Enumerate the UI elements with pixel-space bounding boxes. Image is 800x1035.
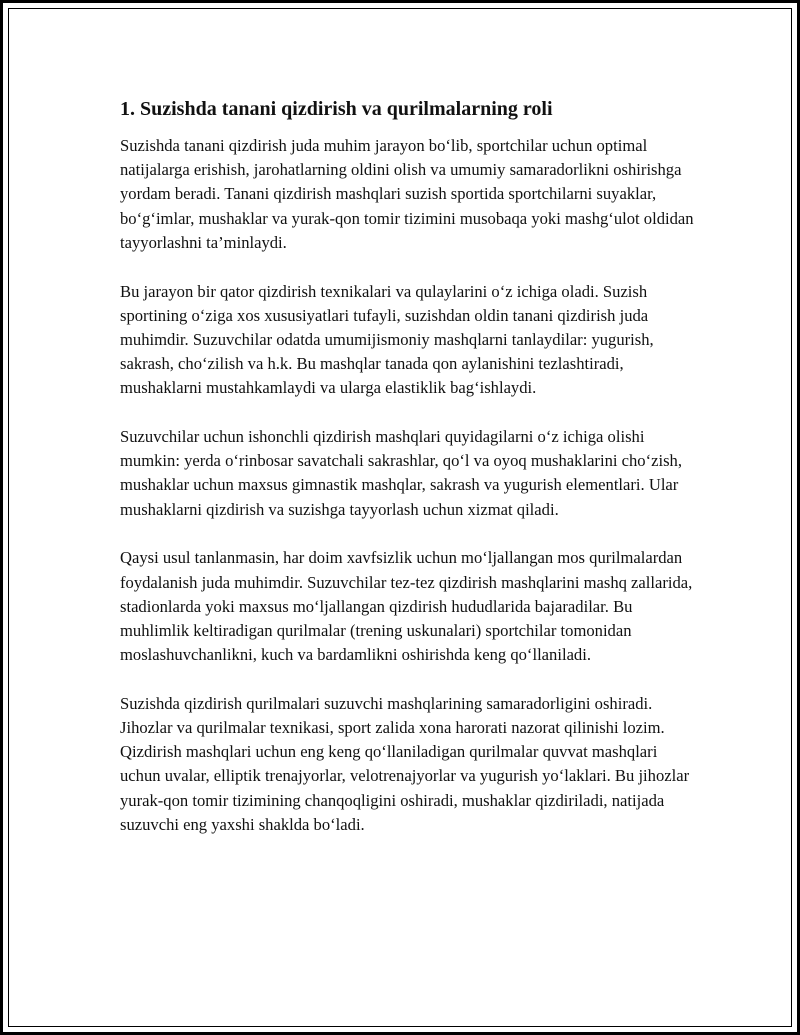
paragraph-2: Bu jarayon bir qator qizdirish texnikalari va qulaylarini o‘z ichiga oladi. Suzish sportining o‘ziga xos xususiyatlari tufayli, suzishdan oldin tanani qizdirish juda muhimdir. Suzuvchilar odatda umumijismoniy mashqlarni tanlaydilar: yugurish, sakrash, cho‘zilish va h.k. Bu mashqlar tanada qon aylanishini tezlashtiradi, mushaklarni mustahkamlaydi va ularga elastiklik bag‘ishlaydi. (120, 281, 654, 398)
document-body (120, 96, 700, 862)
paragraph-5: Suzishda qizdirish qurilmalari suzuvchi mashqlarining samaradorligini oshiradi. Jihozlar va qurilmalar texnikasi, sport zalida xona harorati nazorat qilinishi lozim. Qizdirish mashqlari uchun eng keng qo‘llaniladigan qurilmalar quvvat mashqlari uchun uvalar, elliptik trenajyorlar, velotrenajyorlar va yugurish yo‘laklari. Bu jihozlar yurak-qon tomir tizimining chanqoqligini oshiradi, mushaklar qizdiriladi, natijada suzuvchi eng yaxshi shaklda bo‘ladi. (120, 693, 690, 834)
paragraph-1: Suzishda tanani qizdirish juda muhim jarayon bo‘lib, sportchilar uchun optimal natijalarga erishish, jarohatlarning oldini olish va umumiy samaradorlikni oshirishga yordam beradi. Tanani qizdirish mashqlari suzish sportida sportchilarni suyaklar, bo‘g‘imlar, mushaklar va yurak-qon tomir tizimini musobaqa yoki mashg‘ulot oldidan tayyorlashni ta’minlaydi. (120, 136, 694, 252)
section-heading: 1. Suzishda tanani qizdirish va qurilmalarning roli (120, 98, 553, 120)
paragraph-3: Suzuvchilar uchun ishonchli qizdirish mashqlari quyidagilarni o‘z ichiga olishi mumkin: yerda o‘rinbosar savatchali sakrashlar, qo‘l va oyoq mushaklarini cho‘zish, mushaklar uchun maxsus gimnastik mashqlar, sakrash va yugurish elementlari. Ular mushaklarni qizdirish va suzishga tayyorlash uchun xizmat qiladi. (120, 427, 682, 519)
paragraph-4: Qaysi usul tanlanmasin, har doim xavfsizlik uchun mo‘ljallangan mos qurilmalardan foydalanish juda muhimdir. Suzuvchilar tez-tez qizdirish mashqlarini mashq zallarida, stadionlarda yoki maxsus mo‘ljallangan qizdirish hududlarida bajaradilar. Bu muhlimlik keltiradigan qurilmalar (trening uskunalari) sportchilar tomonidan moslashuvchanlikni, kuch va bardamlikni oshirishda keng qo‘llaniladi. (120, 548, 693, 665)
